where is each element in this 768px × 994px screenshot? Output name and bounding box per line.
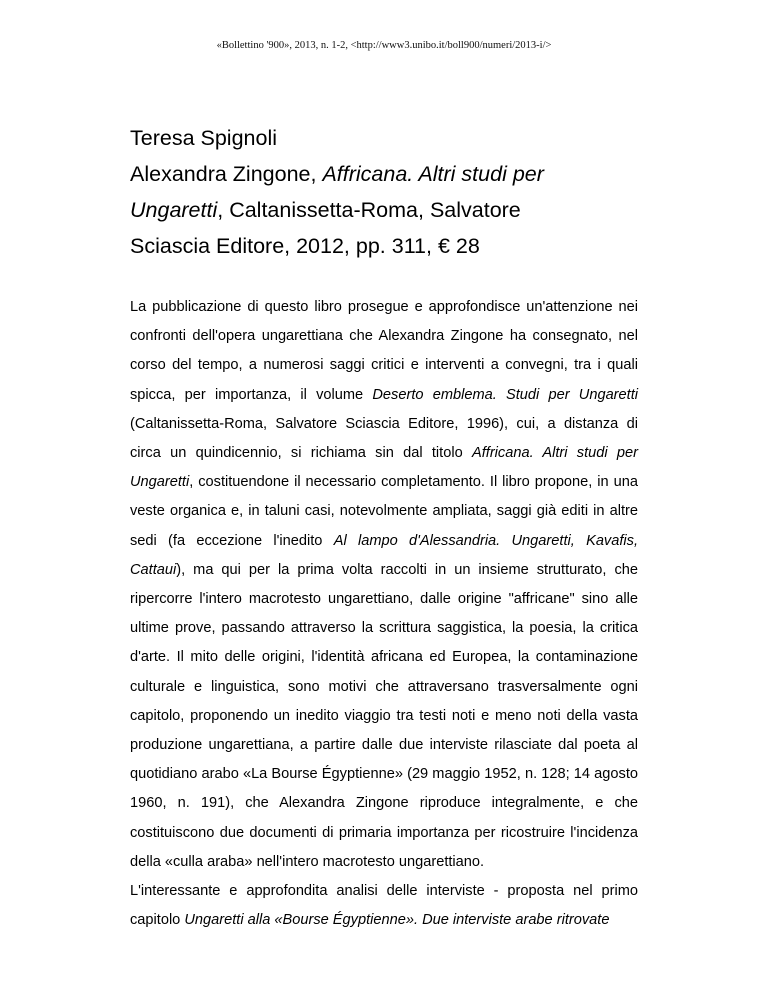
review-title-block xyxy=(130,120,670,264)
reviewer-name: Teresa Spignoli xyxy=(130,126,278,150)
paragraph-2 xyxy=(130,877,638,935)
p1-text-1: La pubblicazione di questo libro prosegue e approfondisce un'attenzione nei confronti dell'opera ungarettiana che Alexandra Zingone ha consegnato, nel corso del tempo, a numerosi saggi critici e interventi a convegni, tra i quali spicca, per importanza, il volume xyxy=(130,299,638,403)
book-title-part-2: Ungaretti xyxy=(130,198,218,222)
book-author: Alexandra Zingone, xyxy=(130,162,323,186)
p1-italic-affricana: Affricana. Altri studi per Ungaretti xyxy=(130,445,638,491)
title-line-3 xyxy=(130,192,670,228)
title-line-2 xyxy=(130,156,670,192)
running-header-citation: «Bollettino '900», 2013, n. 1-2, <http://www3.unibo.it/boll900/numeri/2013-i/> xyxy=(216,40,552,51)
book-title-part-1: Affricana. Altri studi per xyxy=(322,162,544,186)
p1-text-4: ), ma qui per la prima volta raccolti in un insieme strutturato, che ripercorre l'intero macrotesto ungarettiano, dalle origine "affricane" sino alle ultime prove, passando attraverso la scrittura saggistica, la poesia, la critica d'arte. Il mito delle origini, l'identità africana ed Europea, la contaminazione culturale e linguistica, sono motivi che attraversano trasversalmente ogni capitolo, proponendo un inedito viaggio tra testi noti e meno noti della vasta produzione ungarettiana, a partire dalle due interviste rilasciate dal poeta al quotidiano arabo «La Bourse Égyptienne» (29 maggio 1952, n. 128; 14 agosto 1960, n. 191), che Alexandra Zingone riproduce integralmente, e che costituiscono due documenti di primaria importanza per ricostruire l'incidenza della «culla araba» nell'intero macrotesto ungarettiano. xyxy=(130,561,638,870)
paragraph-1 xyxy=(130,293,638,877)
p2-text-1: L'interessante e approfondita analisi delle interviste - proposta nel primo capitolo xyxy=(130,883,638,929)
publisher-part-1: , Caltanissetta-Roma, Salvatore xyxy=(217,198,521,222)
p2-italic-chapter-title: Ungaretti alla «Bourse Égyptienne». Due interviste arabe ritrovate xyxy=(184,912,610,929)
p1-italic-al-lampo: Al lampo d'Alessandria. Ungaretti, Kavafis, Cattaui xyxy=(130,532,638,578)
p1-text-2: (Caltanissetta-Roma, Salvatore Sciascia Editore, 1996), cui, a distanza di circa un quindicennio, si richiama sin dal titolo xyxy=(130,415,638,462)
review-body xyxy=(130,293,638,935)
p1-text-3: , costituendone il necessario completamento. Il libro propone, in una veste organica e, in taluni casi, notevolmente ampliata, saggi già editi in altre sedi (fa eccezione l'inedito xyxy=(130,474,638,549)
publisher-part-2: Sciascia Editore, 2012, pp. 311, € 28 xyxy=(130,234,480,258)
p1-italic-deserto-emblema: Deserto emblema. Studi per Ungaretti xyxy=(372,386,639,403)
